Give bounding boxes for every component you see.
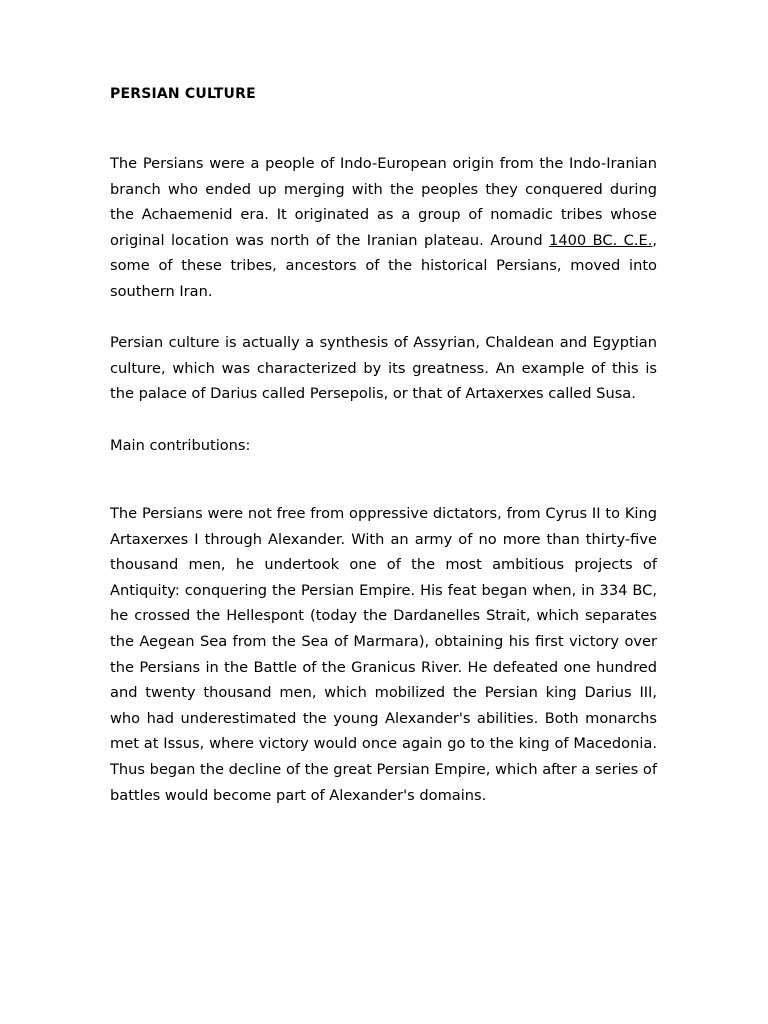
paragraph-persian-origins	[110, 151, 657, 305]
paragraph-alexander: The Persians were not free from oppressive dictators, from Cyrus II to King Artaxerxes I through Alexander. With an army of no more than thirty-five thousand men, he undertook one of the most ambitious projects of Antiquity: conquering the Persian Empire. His feat began when, in 334 BC, he crossed the Hellespont (today the Dardanelles Strait, which separates the Aegean Sea from the Sea of Marmara), obtaining his first victory over the Persians in the Battle of the Granicus River. He defeated one hundred and twenty thousand men, which mobilized the Persian king Darius III, who had underestimated the young Alexander's abilities. Both monarchs met at Issus, where victory would once again go to the king of Macedonia. Thus began the decline of the great Persian Empire, which after a series of battles would become part of Alexander's domains.	[110, 505, 657, 804]
paragraph-persian-culture: Persian culture is actually a synthesis of Assyrian, Chaldean and Egyptian culture, which was characterized by its greatness. An example of this is the palace of Darius called Persepolis, or that of Artaxerxes called Susa.	[110, 334, 657, 403]
paragraph-main-contributions: Main contributions:	[110, 437, 251, 454]
paragraph-text: , some of these tribes, ancestors of the historical Persians, moved into southern Iran.	[110, 231, 657, 300]
date-link[interactable]: 1400 BC. C.E.	[549, 231, 653, 249]
document-title: PERSIAN CULTURE	[110, 86, 256, 102]
paragraph-text: The Persians were a people of Indo-European origin from the Indo-Iranian branch who ended up merging with the peoples they conquered during the Achaemenid era. It originated as a group of nomadic tribes whose original location was north of the Iranian plateau. Around	[110, 155, 657, 249]
